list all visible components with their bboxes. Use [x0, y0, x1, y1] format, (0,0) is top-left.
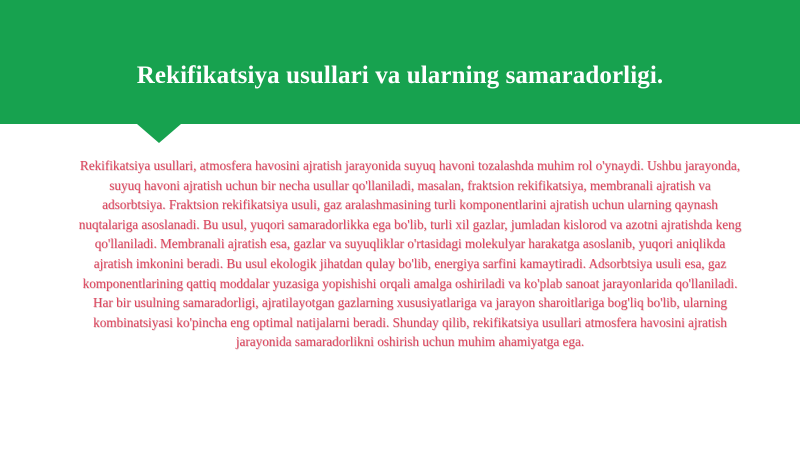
slide-title: Rekifikatsiya usullari va ularning samaradorligi. [136, 62, 664, 89]
body-paragraph: Rekifikatsiya usullari, atmosfera havosini ajratish jarayonida suyuq havoni tozalashda muhim rol o'ynaydi. Ushbu jarayonda, suyuq havoni ajratish uchun bir necha usullar qo'llaniladi, masalan, fraktsion rekifikatsiya, membranali ajratish va adsorbtsiya. Fraktsion rekifikatsiya usuli, gaz aralashmasining turli komponentlarini ajratish uchun ularning qaynash nuqtalariga asoslanadi. Bu usul, yuqori samaradorlikka ega bo'lib, turli xil gazlar, jumladan kislorod va azotni ajratishda keng qo'llaniladi. Membranali ajratish esa, gazlar va suyuqliklar o'rtasidagi molekulyar harakatga asoslanib, yuqori aniqlikda ajratish imkonini beradi. Bu usul ekologik jihatdan qulay bo'lib, energiya sarfini kamaytiradi. Adsorbtsiya usuli esa, gaz komponentlarining qattiq moddalar yuzasiga yopishishi orqali amalga oshiriladi va ko'plab sanoat jarayonlarida qo'llaniladi. Har bir usulning samaradorligi, ajratilayotgan gazlarning xususiyatlariga va jarayon sharoitlariga bog'liq bo'lib, ularning kombinatsiyasi ko'pincha eng optimal natijalarni beradi. Shunday qilib, rekifikatsiya usullari atmosfera havosini ajratish jarayonida samaradorlikni oshirish uchun muhim ahamiyatga ega. [78, 158, 742, 350]
banner-pointer [137, 124, 181, 143]
